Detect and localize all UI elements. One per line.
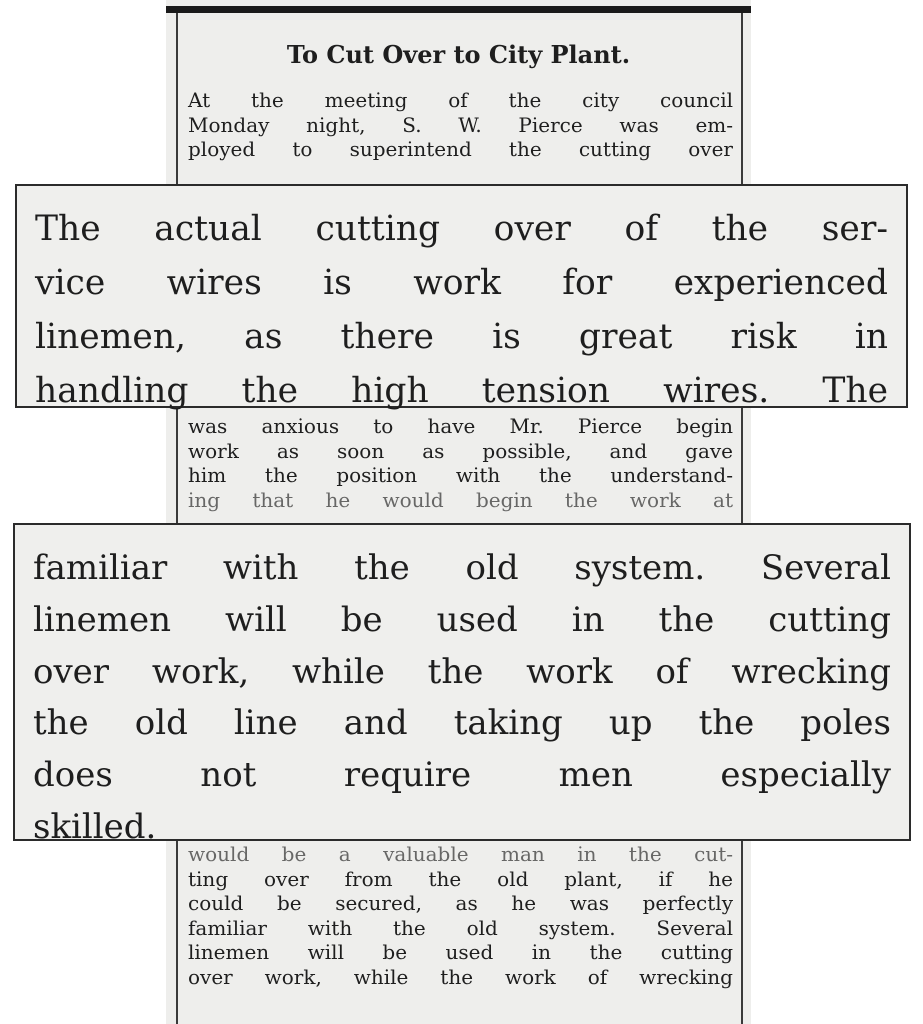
text-line: familiar with the old system. Several	[188, 915, 733, 940]
column-left-border	[176, 13, 178, 1024]
text-line: would be a valuable man in the cut-	[188, 842, 733, 866]
text-line: ting over from the old plant, if he	[188, 866, 733, 891]
article-headline: To Cut Over to City Plant.	[286, 40, 631, 69]
zoom-text-line: over work, while the work of wrecking	[33, 651, 891, 692]
zoom-text-line: familiar with the old system. Several	[33, 548, 891, 588]
column-right-border	[741, 13, 743, 1024]
zoomed-excerpt-1-text	[35, 202, 888, 418]
text-line: ployed to superintend the cutting over	[188, 137, 733, 161]
text-line: ing that he would begin the work at	[188, 487, 733, 512]
top-paragraph	[188, 88, 733, 162]
zoom-text-line: linemen will be used in the cutting	[33, 599, 891, 640]
zoomed-excerpt-1	[15, 184, 908, 411]
bottom-paragraph	[188, 842, 733, 989]
text-line: At the meeting of the city council	[188, 88, 733, 112]
zoom-text-line: The actual cutting over of the ser-	[35, 209, 888, 249]
zoomed-excerpt-2	[13, 523, 911, 847]
zoom-text-line: linemen, as there is great risk in	[35, 317, 888, 357]
zoom-text-line: the old line and taking up the poles	[33, 703, 891, 744]
zoom-text-line: skilled.	[33, 806, 157, 847]
text-line: linemen will be used in the cutting	[188, 940, 733, 964]
zoom-text-line: vice wires is work for experienced	[35, 263, 888, 303]
text-line: work as soon as possible, and gave	[188, 438, 733, 463]
middle-paragraph	[188, 414, 733, 512]
top-rule	[166, 6, 751, 13]
zoom-text-line: does not require men especially	[33, 755, 891, 796]
text-line: him the position with the understand-	[188, 463, 733, 487]
zoom-text-line: handling the high tension wires. The	[35, 371, 888, 411]
text-line: could be secured, as he was perfectly	[188, 891, 733, 915]
text-line: was anxious to have Mr. Pierce begin	[188, 414, 733, 438]
zoomed-excerpt-2-text	[33, 543, 891, 854]
text-line: over work, while the work of wrecking	[188, 964, 733, 989]
text-line: Monday night, S. W. Pierce was em-	[188, 112, 733, 137]
